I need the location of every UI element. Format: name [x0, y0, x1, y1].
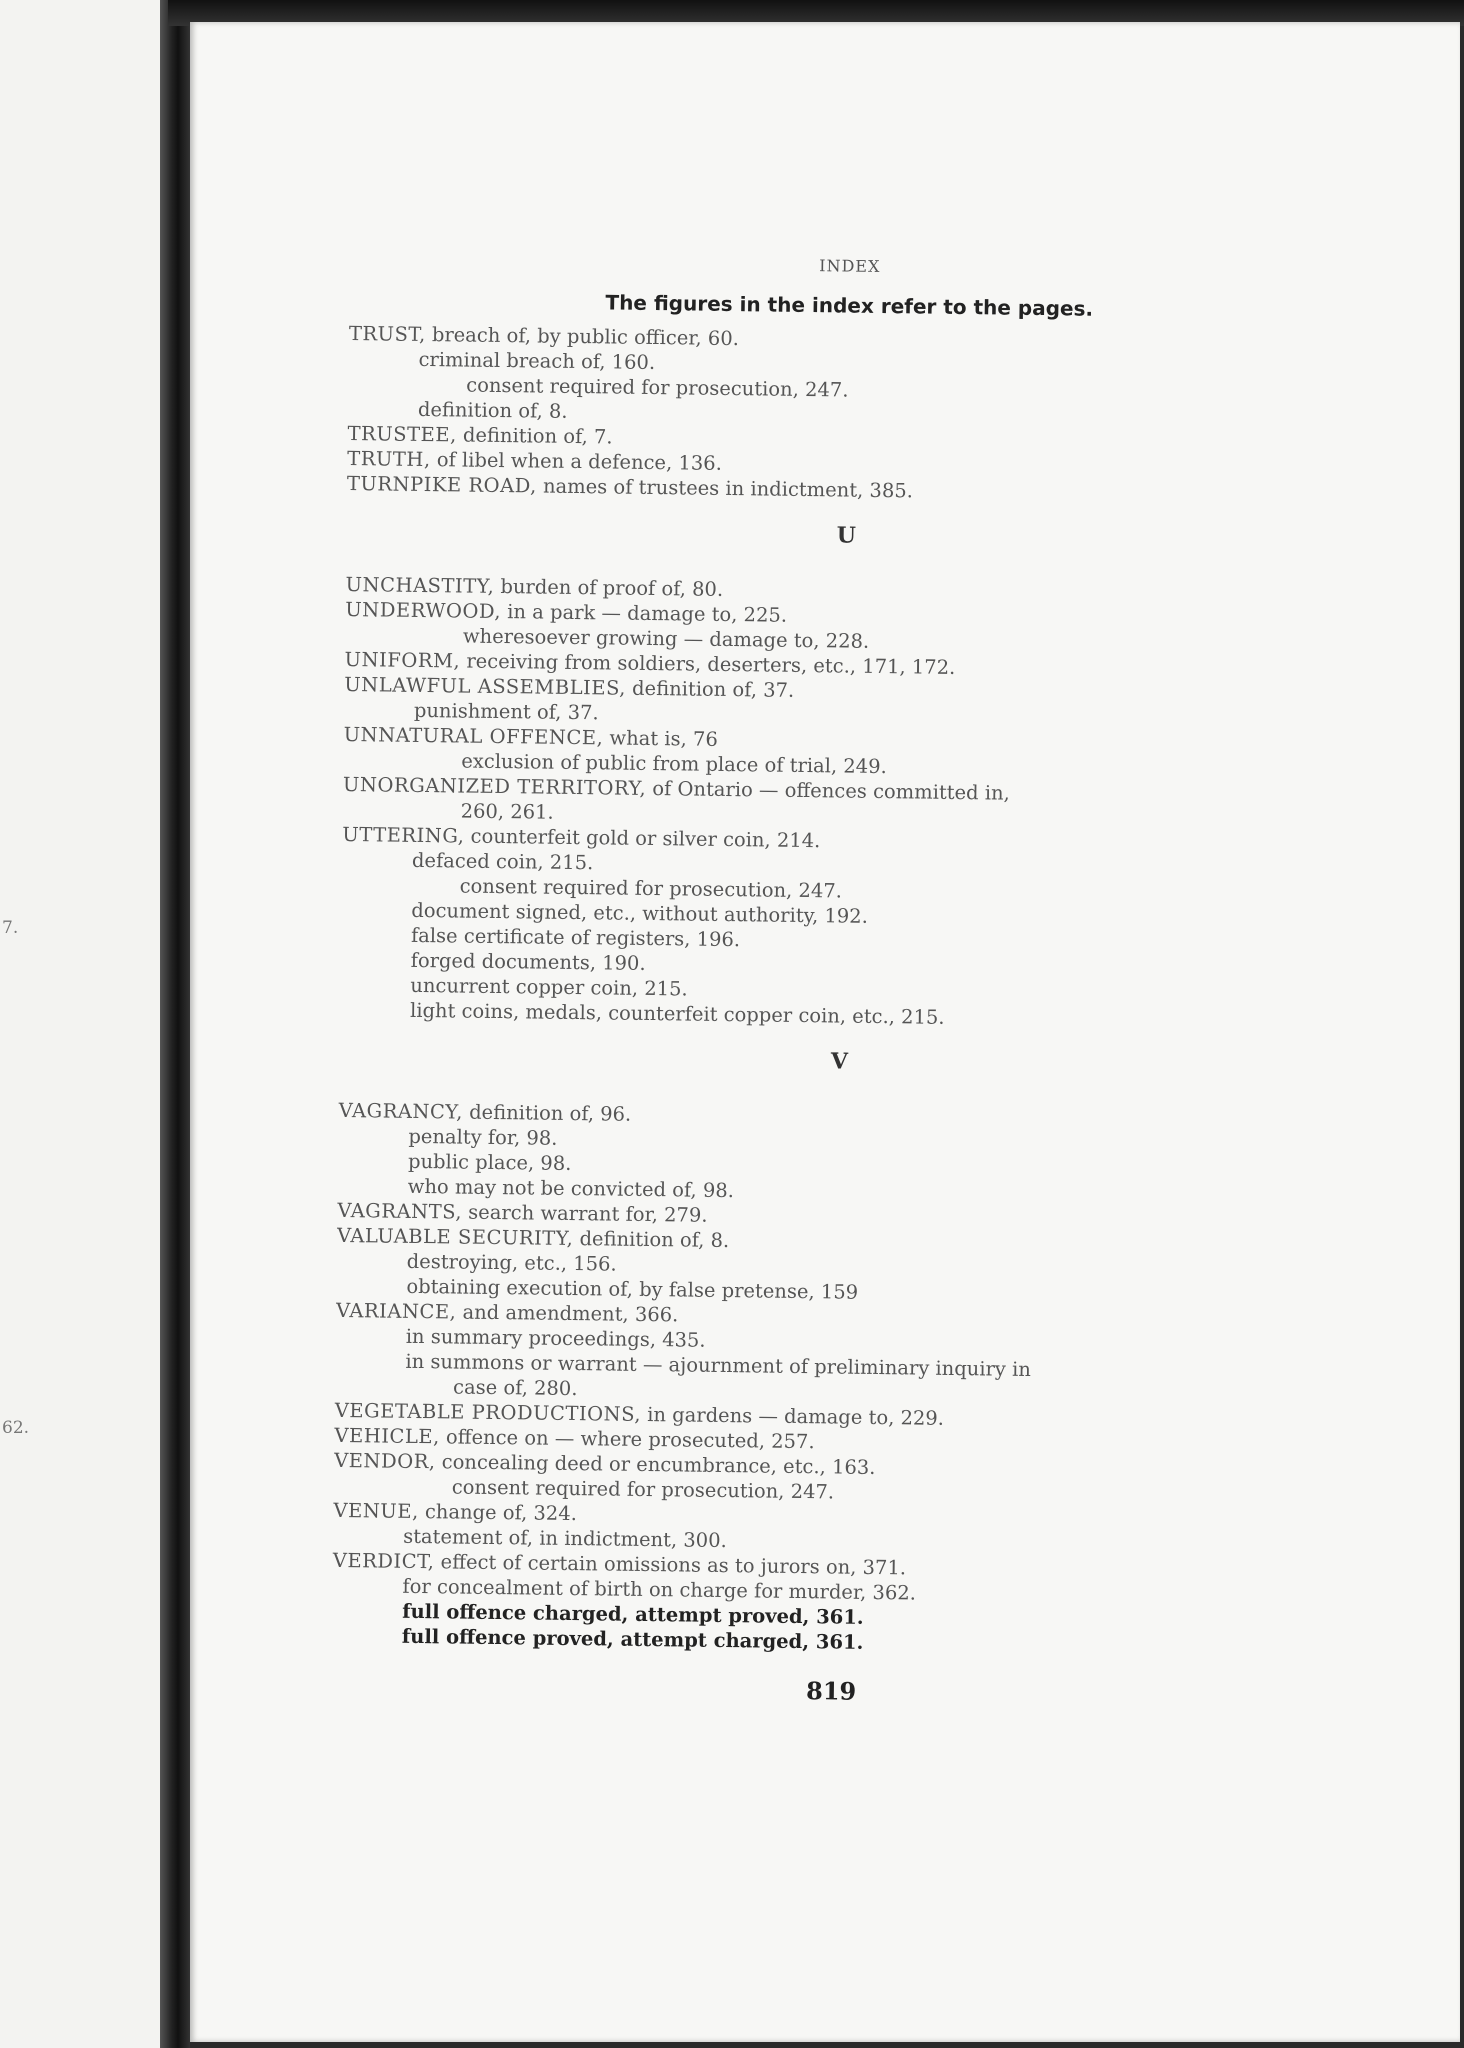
entry-text: effect of certain omissions as to jurors on, 371. — [434, 1550, 907, 1580]
entry-text: penalty for, 98. — [408, 1124, 558, 1150]
entry-heading: VAGRANCY, — [338, 1098, 464, 1124]
book-gutter — [160, 0, 190, 2048]
entry-text: who may not be convicted of, 98. — [407, 1174, 735, 1203]
entry-heading: TRUST, — [348, 321, 426, 346]
entry-heading: VALUABLE SECURITY, — [336, 1223, 574, 1251]
entry-text: and amendment, 366. — [456, 1300, 679, 1327]
entry-heading: UTTERING, — [342, 822, 465, 848]
entry-text: for concealment of birth on charge for murder, 362. — [402, 1574, 917, 1605]
entry-heading: TRUSTEE, — [347, 421, 457, 447]
entry-text: forged documents, 190. — [410, 948, 646, 975]
entry-heading: UNNATURAL OFFENCE, — [343, 722, 604, 750]
entry-text: consent required for prosecution, 247. — [451, 1475, 835, 1504]
index-section — [347, 321, 1389, 510]
entry-text: concealing deed or encumbrance, etc., 163. — [435, 1450, 876, 1479]
entry-heading: VARIANCE, — [335, 1298, 457, 1324]
entry-text: what is, 76 — [603, 726, 718, 751]
entry-heading: UNIFORM, — [344, 647, 461, 673]
entry-text: light coins, medals, counterfeit copper coin, etc., 215. — [409, 998, 945, 1029]
entry-text: public place, 98. — [407, 1149, 572, 1175]
index-subtitle: The figures in the index refer to the pages. — [605, 290, 1094, 321]
entry-text: case of, 280. — [452, 1375, 578, 1401]
index-section — [332, 1042, 1380, 1662]
entry-heading: VEGETABLE PRODUCTIONS, — [334, 1398, 642, 1426]
entry-text: definition of, 96. — [462, 1100, 632, 1126]
entry-text: of libel when a defence, 136. — [430, 448, 723, 475]
entry-heading: TRUTH, — [347, 446, 431, 472]
entry-heading: UNLAWFUL ASSEMBLIES, — [344, 672, 627, 700]
entry-text: consent required for prosecution, 247. — [459, 874, 843, 903]
entry-text: punishment of, 37. — [413, 698, 599, 725]
entry-text: exclusion of public from place of trial, 249. — [461, 749, 887, 779]
index-sections — [332, 321, 1389, 1661]
entry-text: burden of proof of, 80. — [494, 574, 724, 601]
entry-heading: UNORGANIZED TERRITORY, — [342, 772, 647, 800]
section-letter: V — [830, 1048, 849, 1075]
entry-text: wheresoever growing — damage to, 228. — [462, 624, 870, 653]
entry-text: counterfeit gold or silver coin, 214. — [464, 824, 821, 853]
entry-text: 260, 261. — [460, 799, 554, 824]
entry-text: in gardens — damage to, 229. — [640, 1402, 945, 1430]
left-page — [0, 0, 168, 2048]
entry-text: change of, 324. — [418, 1500, 578, 1526]
entry-text: definition of, 37. — [625, 676, 795, 702]
entry-text: criminal breach of, 160. — [418, 347, 656, 375]
entry-text: receiving from soldiers, deserters, etc., 171, 172. — [460, 649, 956, 679]
entry-text: full offence proved, attempt charged, 361. — [401, 1624, 864, 1654]
entry-text: statement of, in indictment, 300. — [403, 1524, 727, 1553]
entry-heading: UNDERWOOD, — [345, 597, 502, 624]
entry-text: in a park — damage to, 225. — [500, 600, 788, 627]
right-page — [190, 22, 1460, 2042]
entry-text: in summary proceedings, 435. — [405, 1324, 706, 1352]
page-number: 819 — [805, 1676, 857, 1706]
entry-text: defaced coin, 215. — [411, 848, 594, 875]
index-content — [331, 250, 1390, 1712]
entry-text: in summons or warrant — ajournment of preliminary inquiry in — [405, 1349, 1032, 1382]
left-page-fragment: 62. — [2, 1418, 30, 1438]
entry-text: definition of, 8. — [573, 1227, 730, 1253]
entry-text: full offence charged, attempt proved, 361. — [402, 1599, 864, 1629]
entry-text: obtaining execution of, by false pretense, 159 — [406, 1274, 859, 1304]
entry-heading: VEHICLE, — [334, 1423, 440, 1449]
entry-heading: VENUE, — [333, 1498, 419, 1524]
entry-text: of Ontario — offences committed in, — [645, 776, 1010, 805]
entry-text: breach of, by public officer, 60. — [425, 322, 740, 351]
entry-heading: VENDOR, — [334, 1448, 436, 1474]
entry-heading: UNCHASTITY, — [345, 572, 495, 598]
entry-text: search warrant for, 279. — [461, 1200, 708, 1227]
entry-heading: VAGRANTS, — [337, 1198, 463, 1224]
entry-text: consent required for prosecution, 247. — [466, 373, 849, 402]
index-section — [340, 516, 1387, 1036]
running-head: INDEX — [819, 256, 881, 276]
entry-text: destroying, etc., 156. — [406, 1249, 617, 1276]
entry-heading: TURNPIKE ROAD, — [346, 471, 537, 498]
entry-text: names of trustees in indictment, 385. — [536, 474, 914, 503]
entry-text: offence on — where prosecuted, 257. — [439, 1425, 815, 1454]
left-page-fragment: 7. — [2, 918, 19, 938]
section-letter: U — [836, 522, 857, 549]
entry-heading: VERDICT, — [332, 1548, 435, 1574]
entry-text: definition of, 7. — [456, 423, 613, 449]
entry-text: uncurrent copper coin, 215. — [410, 973, 688, 1001]
entry-text: false certificate of registers, 196. — [410, 923, 741, 952]
entry-text: definition of, 8. — [417, 397, 568, 423]
entry-text: document signed, etc., without authority, 192. — [411, 898, 869, 928]
